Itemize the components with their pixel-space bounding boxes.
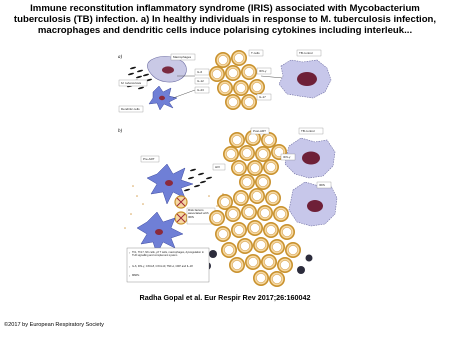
legend-item-1: Th1, Th17, NK cells, γδ T cells, macrophages, dysregulation in TLR signalling and complement system (132, 250, 204, 257)
panel-a-letter: a) (118, 55, 123, 60)
t-cells-label: T cells (251, 51, 260, 56)
m-tuberculosis-cluster-b (184, 168, 213, 191)
legend-item-2: IL-6, IFN-γ, CXCL8, CXCL10, TNF-α, CRP and IL-18 (132, 264, 193, 268)
post-art-label: Post-ART (253, 129, 266, 134)
panel-b-letter: b) (118, 129, 123, 134)
slide-title: Immune reconstitution inflammatory syndrome (IRIS) associated with Mycobacterium tuberculosis (TB) infection. a) In healthy individuals in response to M. tuberculosis infection, macrophages and dendritic cells induce polarising cytokines including interleuk... (13, 3, 437, 36)
citation: Radha Gopal et al. Eur Respir Rev 2017;26:160042 (139, 293, 311, 302)
macrophages-label: Macrophages (173, 55, 192, 60)
dendritic-cell-a (149, 86, 177, 110)
tb-control-label-b: TB control (301, 129, 315, 134)
m-tuberculosis-label: M. tuberculosis (121, 81, 142, 86)
il23-label: IL-23 (197, 88, 204, 93)
risk-factors-cells (175, 196, 187, 224)
iris-figure (113, 46, 339, 293)
legend-item-3: MMPs (132, 273, 140, 277)
legend-marker-3: ↑ (129, 274, 131, 278)
legend-marker-1: ↑ (129, 251, 131, 255)
copyright: ©2017 by European Respiratory Society (4, 322, 104, 328)
t-cell-cluster-iris (210, 189, 300, 286)
risk-factors-label: Risk factors associated with IRIS (188, 208, 209, 219)
legend-item-2-wrap (132, 265, 208, 273)
ifng-label-a: IFN-γ (259, 69, 267, 74)
iris-label: IRIS (319, 183, 325, 188)
tb-control-label-a: TB control (299, 51, 313, 56)
dendritic-cells-label: Dendritic cells (121, 107, 140, 112)
il6-label: IL-6 (197, 70, 203, 75)
arrow-to-tb-control-a (261, 76, 283, 78)
legend-marker-2: ↑ (129, 265, 131, 269)
il12-label: IL-12 (197, 79, 204, 84)
ifng-label-b: IFN-γ (283, 155, 291, 160)
legend-item-1-wrap (132, 251, 208, 265)
legend-item-3-wrap (132, 274, 208, 280)
iris-diagram (113, 46, 339, 293)
t-cell-cluster-post-art (224, 131, 286, 189)
macrophage-cell-a (147, 56, 186, 82)
hiv-label: HIV (215, 165, 221, 170)
pre-art-label: Pre-ART (143, 157, 155, 162)
tb-control-macrophage-a (279, 60, 331, 98)
t-cell-cluster-a (210, 51, 264, 109)
iris-macrophage (289, 182, 337, 226)
il17-label: IL-17 (259, 95, 266, 100)
